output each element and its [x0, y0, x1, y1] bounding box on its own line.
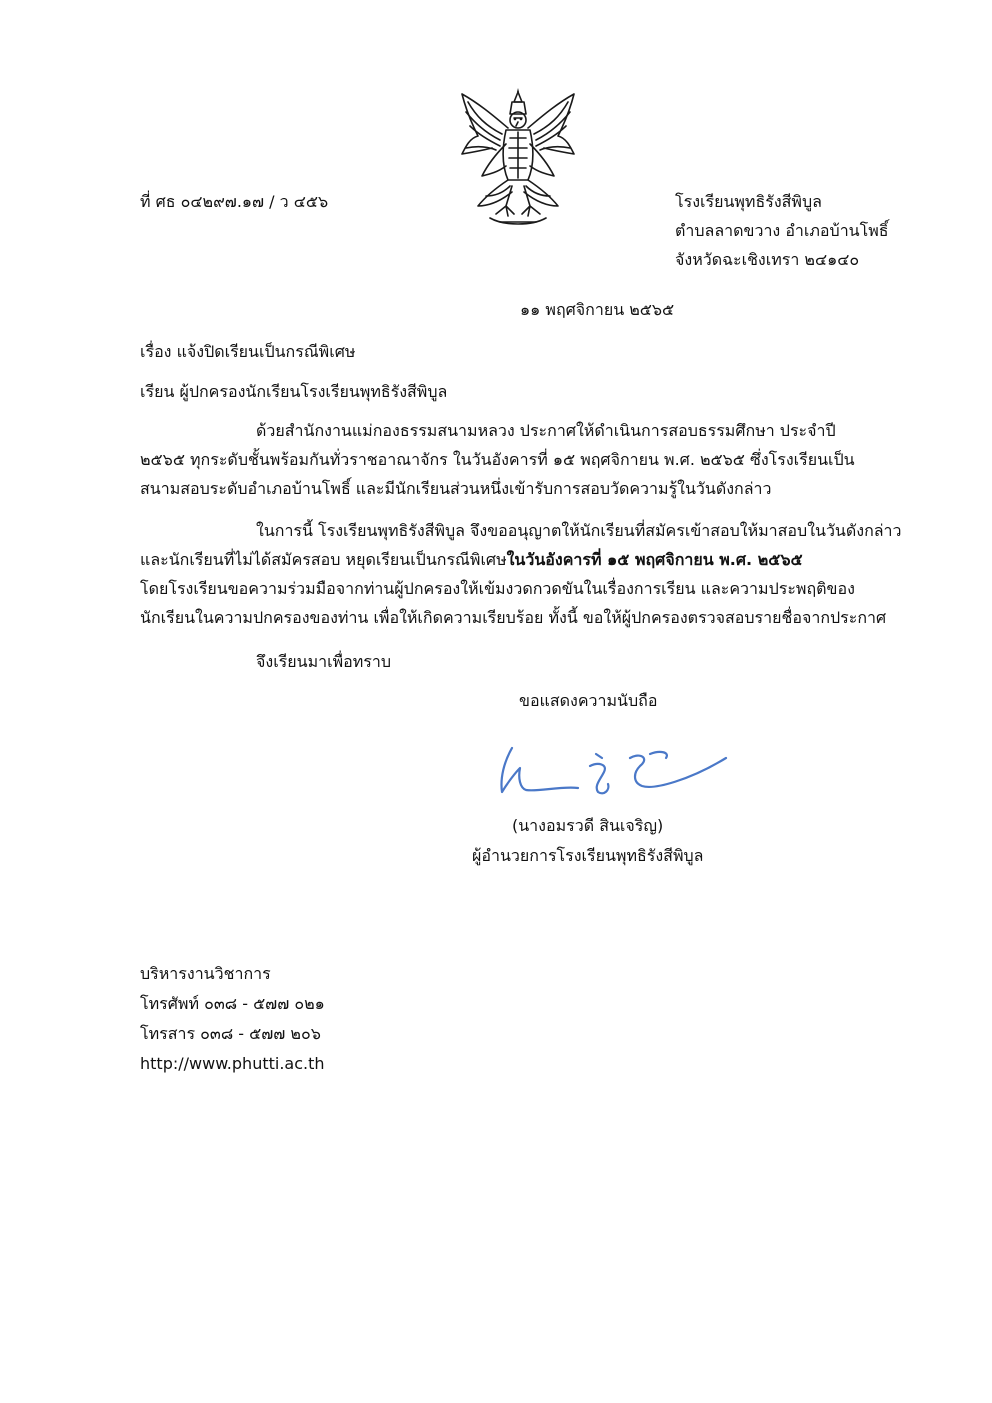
paragraph-line: นักเรียนในความปกครองของท่าน เพื่อให้เกิดความเรียบร้อย ทั้งนี้ ขอให้ผู้ปกครองตรวจสอบรายชื่อจากประกาศ	[140, 608, 887, 627]
paragraph-line	[140, 545, 900, 574]
garuda-emblem-icon	[456, 88, 580, 230]
paragraph-line: โดยโรงเรียนขอความร่วมมือจากท่านผู้ปกครองให้เข้มงวดกวดขันในเรื่องการเรียน และความประพฤติของ	[140, 579, 855, 598]
body-paragraph-2	[140, 516, 900, 632]
paragraph-line: ด้วยสำนักงานแม่กองธรรมสนามหลวง ประกาศให้ดำเนินการสอบธรรมศึกษา ประจำปี	[256, 421, 836, 440]
paragraph-line: ในการนี้ โรงเรียนพุทธิรังสีพิบูล จึงขออนุญาตให้นักเรียนที่สมัครเข้าสอบให้มาสอบในวันดังกล่าว	[256, 521, 902, 540]
school-address-line2: จังหวัดฉะเชิงเทรา ๒๔๑๔๐	[675, 250, 860, 269]
letter-recipient: เรียน ผู้ปกครองนักเรียนโรงเรียนพุทธิรังสีพิบูล	[140, 382, 448, 401]
signer-name: (นางอมรวดี สินเจริญ)	[512, 816, 664, 835]
fax-number: โทรสาร ๐๓๘ - ๕๗๗ ๒๐๖	[140, 1024, 321, 1043]
telephone-number: โทรศัพท์ ๐๓๘ - ๕๗๗ ๐๒๑	[140, 994, 325, 1013]
highlighted-date: ในวันอังคารที่ ๑๕ พฤศจิกายน พ.ศ. ๒๕๖๕	[506, 550, 803, 569]
department-name: บริหารงานวิชาการ	[140, 964, 271, 983]
letter-subject: เรื่อง แจ้งปิดเรียนเป็นกรณีพิเศษ	[140, 342, 356, 361]
handwritten-signature	[490, 738, 740, 808]
body-paragraph-1	[140, 416, 900, 503]
closing-line: จึงเรียนมาเพื่อทราบ	[256, 652, 391, 671]
paragraph-line-text: และนักเรียนที่ไม่ได้สมัครสอบ หยุดเรียนเป็นกรณีพิเศษ	[140, 550, 507, 569]
school-address-line1: ตำบลลาดขวาง อำเภอบ้านโพธิ์	[675, 221, 889, 240]
letter-date: ๑๑ พฤศจิกายน ๒๕๖๕	[520, 300, 675, 319]
regards-line: ขอแสดงความนับถือ	[519, 691, 658, 710]
paragraph-line: สนามสอบระดับอำเภอบ้านโพธิ์ และมีนักเรียนส่วนหนึ่งเข้ารับการสอบวัดความรู้ในวันดังกล่าว	[140, 479, 772, 498]
reference-number: ที่ ศธ ๐๔๒๙๗.๑๗ / ว ๔๕๖	[140, 192, 329, 211]
school-name: โรงเรียนพุทธิรังสีพิบูล	[675, 192, 822, 211]
website-link[interactable]: http://www.phutti.ac.th	[140, 1054, 325, 1073]
paragraph-line: ๒๕๖๕ ทุกระดับชั้นพร้อมกันทั่วราชอาณาจักร ในวันอังคารที่ ๑๕ พฤศจิกายน พ.ศ. ๒๕๖๕ ซึ่งโรงเรียนเป็น	[140, 450, 855, 469]
signer-title: ผู้อำนวยการโรงเรียนพุทธิรังสีพิบูล	[472, 846, 704, 865]
